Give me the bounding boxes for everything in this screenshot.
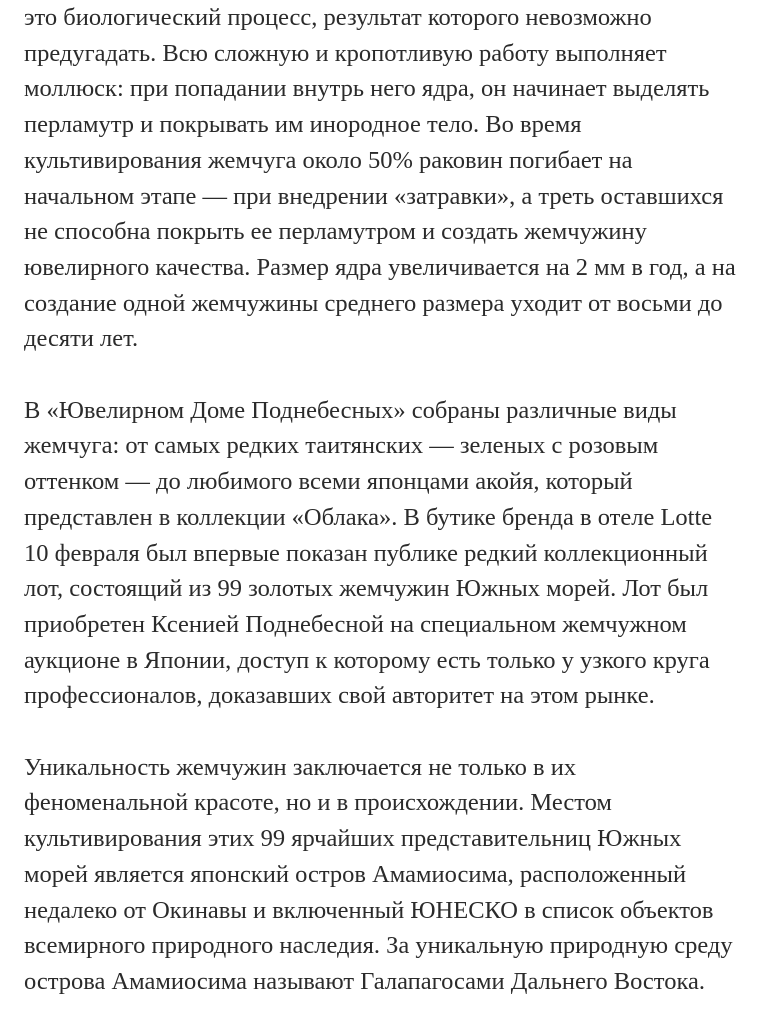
text-line: оттенком — до любимого всеми японцами акойя, который (24, 468, 633, 496)
text-line: не способна покрыть ее перламутром и создать жемчужину (24, 218, 647, 246)
article-body (24, 0, 769, 1000)
paragraph-2 (24, 393, 769, 714)
text-line: моллюск: при попадании внутрь него ядра, он начинает выделять (24, 75, 710, 103)
text-line: культивирования жемчуга около 50% раковин погибает на (24, 146, 633, 174)
text-line: приобретен Ксенией Поднебесной на специальном жемчужном (24, 610, 687, 638)
text-line: культивирования этих 99 ярчайших представительниц Южных (24, 825, 682, 853)
text-line: представлен в коллекции «Облака». В бутике бренда в отеле Lotte (24, 503, 713, 531)
text-line: В «Ювелирном Доме Поднебесных» собраны различные виды (24, 396, 677, 424)
text-line: жемчуга: от самых редких таитянских — зеленых с розовым (24, 432, 659, 460)
text-line: аукционе в Японии, доступ к которому есть только у узкого круга (24, 646, 710, 674)
text-line: начальном этапе — при внедрении «затравки», а треть оставшихся (24, 182, 724, 210)
text-line: перламутр и покрывать им инородное тело. Во время (24, 111, 582, 139)
text-line: недалеко от Окинавы и включенный ЮНЕСКО в список объектов (24, 896, 714, 924)
text-line: создание одной жемчужины среднего размера уходит от восьми до (24, 289, 723, 317)
text-line: острова Амамиосима называют Галапагосами Дальнего Востока. (24, 967, 705, 995)
text-line: предугадать. Всю сложную и кропотливую работу выполняет (24, 39, 667, 67)
text-line: феноменальной красоте, но и в происхождении. Местом (24, 789, 612, 817)
text-line: морей является японский остров Амамиосима, расположенный (24, 860, 687, 888)
text-line: Уникальность жемчужин заключается не только в их (24, 753, 577, 781)
paragraph-3 (24, 750, 769, 1000)
text-line: профессионалов, доказавших свой авторитет на этом рынке. (24, 682, 655, 710)
text-line: лот, состоящий из 99 золотых жемчужин Южных морей. Лот был (24, 575, 709, 603)
text-line: это биологический процесс, результат которого невозможно (24, 4, 652, 31)
text-line: десяти лет. (24, 325, 139, 353)
paragraph-spacer (24, 357, 769, 393)
text-line: ювелирного качества. Размер ядра увеличивается на 2 мм в год, а на (24, 253, 736, 281)
text-line: 10 февраля был впервые показан публике редкий коллекционный (24, 539, 708, 567)
text-line: всемирного природного наследия. За уникальную природную среду (24, 932, 733, 960)
paragraph-spacer (24, 714, 769, 750)
paragraph-1 (24, 0, 769, 357)
